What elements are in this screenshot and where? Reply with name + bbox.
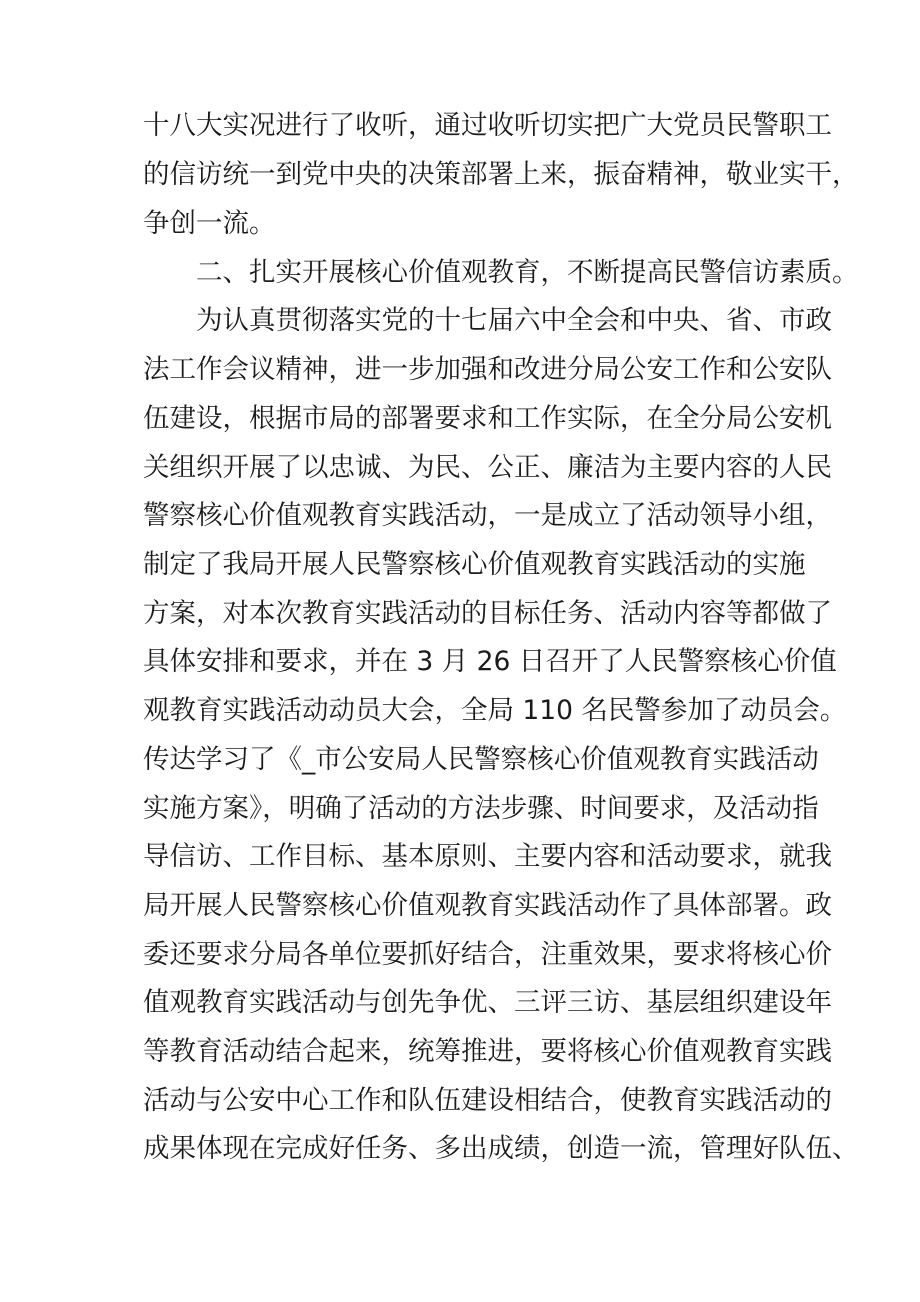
paragraph-line: 导信访、工作目标、基本原则、主要内容和活动要求，就我 <box>143 841 832 872</box>
section-heading: 二、扎实开展核心价值观教育，不断提高民警信访素质。 <box>196 257 859 288</box>
paragraph-line: 实施方案》，明确了活动的方法步骤、时间要求，及活动指 <box>143 793 819 824</box>
paragraph-line: 的信访统一到党中央的决策部署上来，振奋精神，敬业实干， <box>143 159 859 190</box>
paragraph-line: 活动与公安中心工作和队伍建设相结合，使教育实践活动的 <box>143 1085 832 1116</box>
paragraph-line: 为认真贯彻落实党的十七届六中全会和中央、省、市政 <box>196 305 832 336</box>
paragraph-line: 伍建设，根据市局的部署要求和工作实际，在全分局公安机 <box>143 403 832 434</box>
paragraph-line: 具体安排和要求，并在 3 月 26 日召开了人民警察核心价值 <box>143 646 837 677</box>
paragraph-line: 法工作会议精神，进一步加强和改进分局公安工作和公安队 <box>143 354 832 385</box>
paragraph-line: 成果体现在完成好任务、多出成绩，创造一流，管理好队伍、 <box>143 1133 859 1164</box>
paragraph-line: 争创一流。 <box>143 208 276 239</box>
paragraph-line: 关组织开展了以忠诚、为民、公正、廉洁为主要内容的人民 <box>143 452 832 483</box>
paragraph-line: 委还要求分局各单位要抓好结合，注重效果，要求将核心价 <box>143 939 832 970</box>
paragraph-line: 十八大实况进行了收听，通过收听切实把广大党员民警职工 <box>143 110 832 141</box>
paragraph-line: 方案，对本次教育实践活动的目标任务、活动内容等都做了 <box>143 598 832 629</box>
paragraph-line: 制定了我局开展人民警察核心价值观教育实践活动的实施 <box>143 549 806 580</box>
paragraph-line: 局开展人民警察核心价值观教育实践活动作了具体部署。政 <box>143 890 832 921</box>
paragraph-line: 警察核心价值观教育实践活动，一是成立了活动领导小组， <box>143 500 832 531</box>
paragraph-line: 传达学习了《_市公安局人民警察核心价值观教育实践活动 <box>143 744 819 775</box>
paragraph-line: 值观教育实践活动与创先争优、三评三访、基层组织建设年 <box>143 987 832 1018</box>
paragraph-line: 等教育活动结合起来，统筹推进，要将核心价值观教育实践 <box>143 1036 832 1067</box>
paragraph-line: 观教育实践活动动员大会，全局 110 名民警参加了动员会。 <box>143 695 847 726</box>
